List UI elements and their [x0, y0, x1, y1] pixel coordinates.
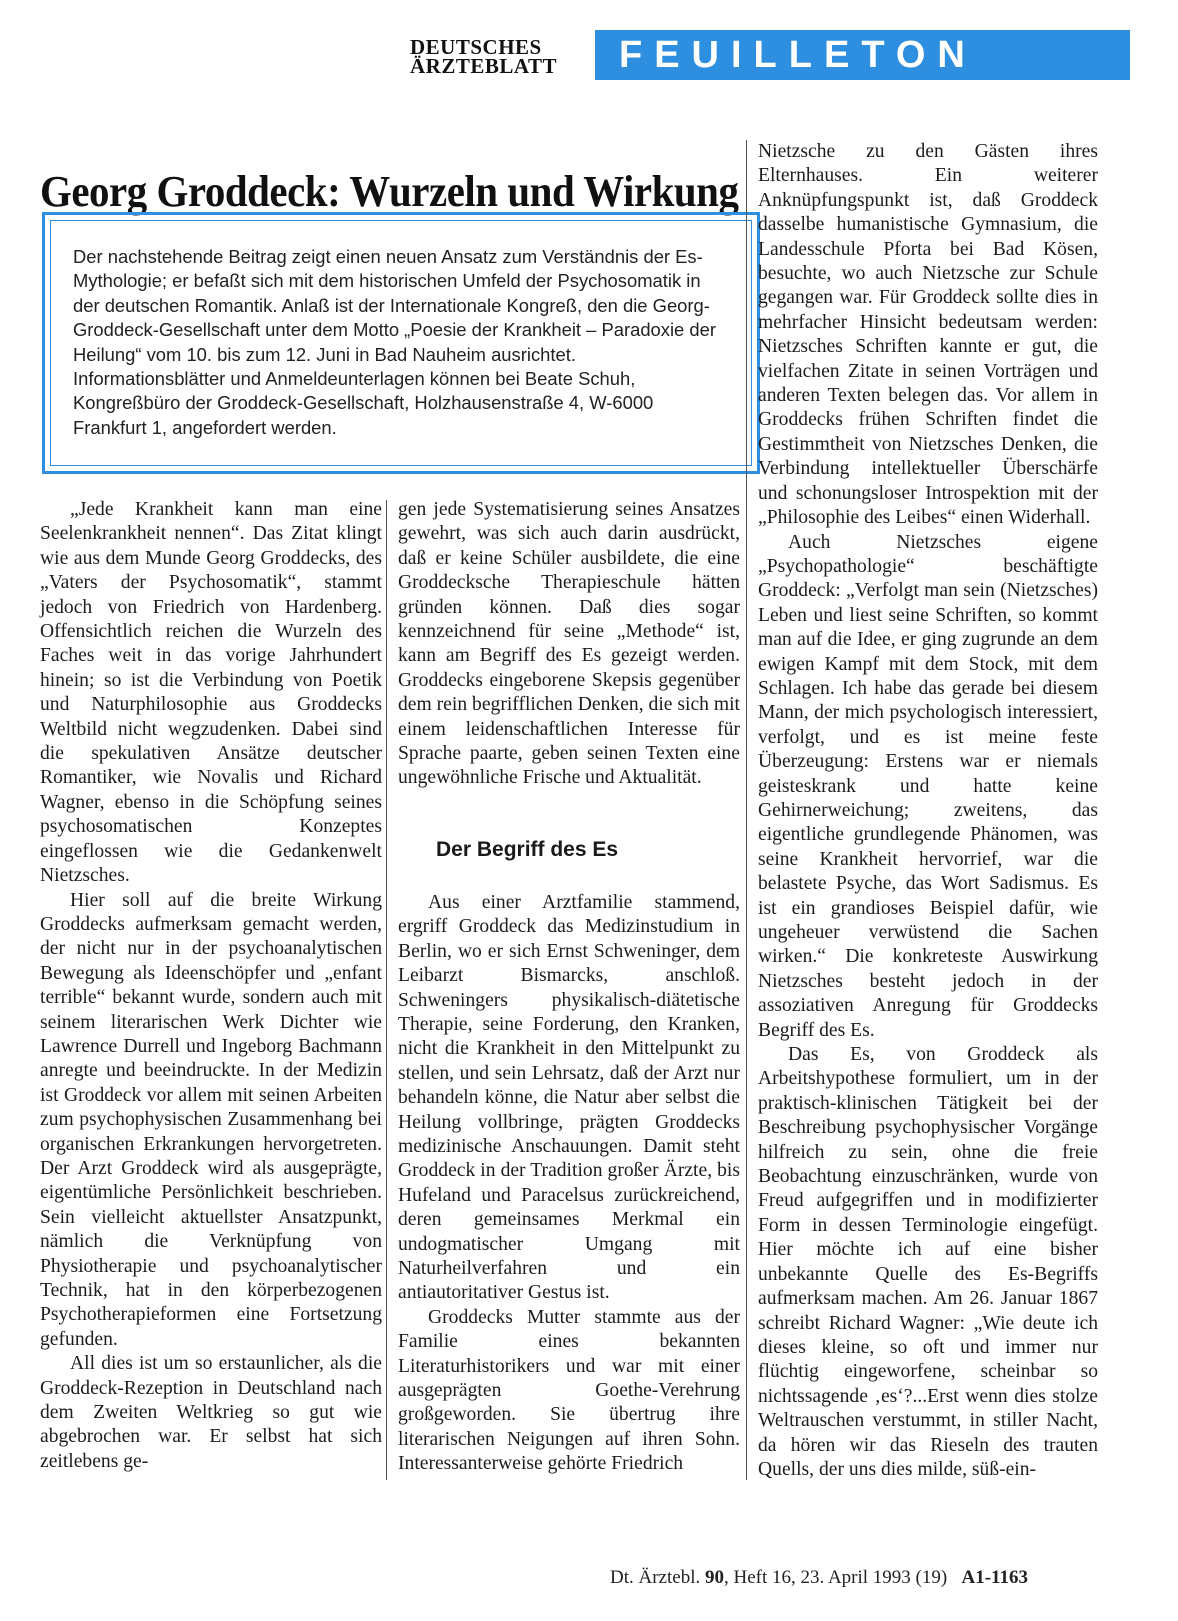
paragraph: Aus einer Arztfamilie stammend, ergriff Groddeck das Medizinstudium in Berlin, wo er sich Ernst Schweninger, dem Leibarzt Bismarcks, anschloß. Schweningers physikalisch-diätetische Therapie, seine Forderung, den Kranken, nicht die Krankheit in den Mittelpunkt zu stellen, und sein Lehrsatz, daß der Arzt nur behandeln könne, die Natur aber selbst die Heilung vollbringe, prägten Groddecks medizinische Anschauungen. Damit steht Groddeck in der Tradition großer Ärzte, bis Hufeland und Paracelsus zurückreichend, deren gemeinsames Merkmal ein undogmatischer Umgang mit Naturheilverfahren und ein antiautoritativer Gestus ist. — [398, 891, 740, 1304]
paragraph: Groddecks Mutter stammte aus der Familie eines bekannten Literaturhistorikers und war mit einer ausgeprägten Goethe-Verehrung großgeworden. Sie übertrug ihre literarischen Neigungen auf ihren Sohn. Interessanterweise gehörte Friedrich — [398, 1306, 740, 1475]
article-title: Georg Groddeck: Wurzeln und Wirkung — [40, 167, 739, 217]
paragraph: „Jede Krankheit kann man eine Seelenkrankheit nennen“. Das Zitat klingt wie aus dem Munde Georg Groddecks, des „Vaters der Psychosomatik“, stammt jedoch von Friedrich von Hardenberg. Offensichtlich reichen die Wurzeln des Faches weit in das vorige Jahrhundert hinein; so ist die Verbindung von Poetik und Naturphilosophie aus Groddecks Weltbild nicht wegzudenken. Dabei sind die spekulativen Ansätze deutscher Romantiker, wie Novalis und Richard Wagner, ebenso in die Schöpfung seines psychosomatischen Konzeptes eingeflossen wie die Gedankenwelt Nietzsches. — [40, 499, 382, 887]
publication-name-line1: DEUTSCHES — [410, 35, 542, 59]
volume-number: 90 — [704, 1567, 724, 1588]
citation-details: , Heft 16, 23. April 1993 (19) — [723, 1567, 948, 1588]
section-heading: Der Begriff des Es — [436, 837, 619, 861]
publication-name-line2: ÄRZTEBLATT — [410, 54, 557, 78]
page-footer — [610, 1567, 1100, 1589]
publication-name — [410, 35, 580, 78]
column-divider — [386, 500, 387, 1480]
body-column-1 — [40, 498, 382, 1474]
citation-prefix: Dt. Ärztebl. — [610, 1567, 701, 1588]
paragraph: gen jede Systematisierung seines Ansatzes gewehrt, was sich auch darin ausdrückt, daß er keine Schüler ausbildete, die eine Groddecksche Therapieschule hätten gründen können. Daß dies sogar kennzeichnend für seine „Methode“ ist, kann am Begriff des Es gezeigt werden. Groddecks eingeborene Skepsis gegenüber dem rein begrifflichen Denken, die sich mit einem leidenschaftlichen Interesse für Sprache paarte, geben seinen Texten eine ungewöhnliche Frische und Aktualität. — [398, 499, 740, 789]
column-divider — [746, 140, 747, 1480]
paragraph: Auch Nietzsches eigene „Psychopathologie“ beschäftigte Groddeck: „Verfolgt man sein (Nietzsches) Leben und liest seine Schriften, so kommt man auf die Idee, er ging zugrunde an dem ewigen Kampf mit dem Stock, mit dem Schlagen. Ich habe das gerade bei diesem Mann, der mich psychologisch interessiert, verfolgt, und es ist meine feste Überzeugung: Erstens war er niemals geisteskrank und hatte keine Gehirnerweichung; zweitens, das eigentliche grundlegende Phänomen, was seine Krankheit hervorrief, war die belastete Psyche, das Wort Sadismus. Es ist ein grandioses Beispiel dafür, wie ungeheuer verwüstend die Sachen wirken.“ Die konkreteste Auswirkung Nietzsches besteht jedoch in der assoziativen Anregung für Groddecks Begriff des Es. — [758, 531, 1098, 1041]
section-banner: FEUILLETON — [595, 30, 1130, 80]
teaser-text: Der nachstehende Beitrag zeigt einen neuen Ansatz zum Verständnis der Es-Mythologie; er befaßt sich mit dem historischen Umfeld der Psychosomatik in der deutschen Romantik. Anlaß ist der Internationale Kongreß, den die Georg-Groddeck-Gesellschaft unter dem Motto „Poesie der Krankheit – Paradoxie der Heilung“ vom 10. bis zum 12. Juni in Bad Nauheim ausrichtet. Informationsblätter und Anmeldeunterlagen können bei Beate Schuh, Kongreßbüro der Groddeck-Gesellschaft, Holzhausenstraße 4, W-6000 Frankfurt 1, angefordert werden. — [50, 220, 752, 466]
masthead-bar — [400, 30, 1130, 80]
paragraph: Hier soll auf die breite Wirkung Groddecks aufmerksam gemacht werden, der nicht nur in der psychoanalytischen Bewegung als Ideenschöpfer und „enfant terrible“ bekannt wurde, sondern auch mit seinem literarischen Werk Dichter wie Lawrence Durrell und Ingeborg Bachmann anregte und beeindruckte. In der Medizin ist Groddeck vor allem mit seinen Arbeiten zum psychophysischen Zusammenhang bei organischen Erkrankungen hervorgetreten. Der Arzt Groddeck wird als ausgeprägte, eigentümliche Persönlichkeit beschrieben. Sein vielleicht aktuellster Ansatzpunkt, nämlich die Verknüpfung von Physiotherapie und psychoanalytischer Technik, hat in den körperbezogenen Psychotherapieformen eine Fortsetzung gefunden. — [40, 889, 382, 1350]
body-column-2 — [398, 498, 740, 1477]
body-column-3 — [758, 140, 1098, 1482]
paragraph: All dies ist um so erstaunlicher, als die Groddeck-Rezeption in Deutschland nach dem Zweiten Weltkrieg so gut wie abgebrochen war. Er selbst hat sich zeitlebens ge- — [40, 1353, 382, 1472]
paragraph: Das Es, von Groddeck als Arbeitshypothese formuliert, um in der praktisch-klinischen Tätigkeit bei der Beschreibung psychophysischer Vorgänge hilfreich zu sein, ohne die freie Beobachtung einzuschränken, wurde von Freud aufgegriffen und in modifizierter Form in dessen Terminologie eingefügt. Hier möchte ich auf eine bisher unbekannte Quelle des Es-Begriffs aufmerksam machen. Am 26. Januar 1867 schreibt Richard Wagner: „Wie deute ich dieses kleine, so oft und immer nur flüchtig eingeworfene, scheinbar so nichtssagende ‚es‘?...Erst wenn dies stolze Weltrauschen verstummt, in stiller Nacht, da hören wir das Rieseln des trauten Quells, der uns dies milde, süß-ein- — [758, 1044, 1098, 1480]
teaser-box — [42, 212, 760, 474]
paragraph: Nietzsche zu den Gästen ihres Elternhauses. Ein weiterer Anknüpfungspunkt ist, daß Groddeck dasselbe humanistische Gymnasium, die Landesschule Pforta bei Bad Kösen, besuchte, wo auch Nietzsche zur Schule gegangen war. Für Groddeck sollte dies in mehrfacher Hinsicht bedeutsam werden: Nietzsches Schriften kannte er gut, die vielfachen Zitate in seinen Vorträgen und anderen Texten belegen das. Vor allem in Groddecks frühen Schriften findet die Gestimmtheit von Nietzsches Denken, die Verbindung intellektueller Überschärfe und schonungsloser Introspektion mit der „Philosophie des Leibes“ einen Widerhall. — [758, 141, 1098, 529]
page-reference: A1-1163 — [961, 1567, 1028, 1588]
